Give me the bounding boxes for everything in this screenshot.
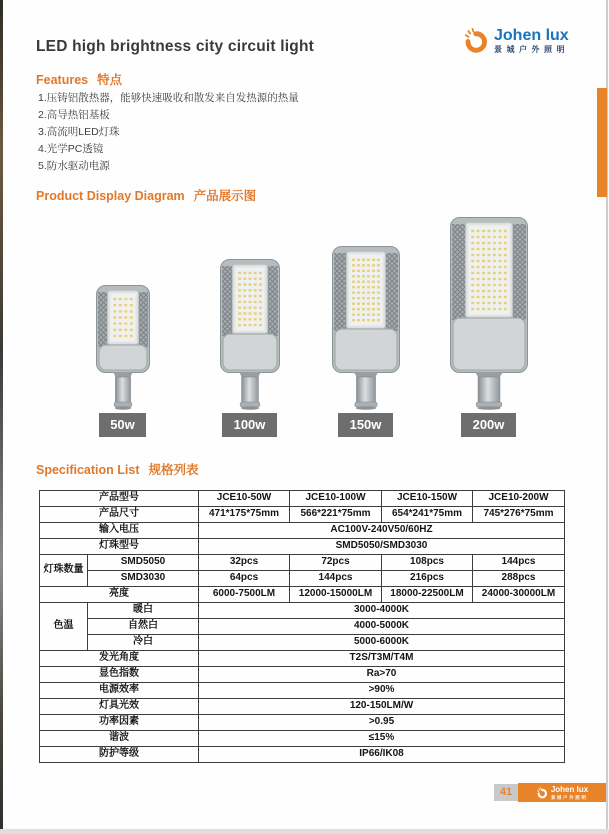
spec-row: [40, 619, 565, 635]
spec-row-label: 发光角度: [40, 651, 199, 667]
spec-value: 108pcs: [382, 555, 473, 571]
specification-heading-cn: 规格列表: [148, 463, 199, 477]
specification-table-wrap: [39, 490, 565, 763]
spec-value: 654*241*75mm: [382, 507, 473, 523]
specification-heading: [36, 460, 199, 478]
features-heading-en: Features: [36, 73, 89, 87]
spec-row: [40, 651, 565, 667]
spec-row: [40, 635, 565, 651]
feature-item: 1.压铸铝散热器，能够快速吸收和散发来自发热源的热量: [38, 92, 299, 104]
brand-name-cn: 景城户外照明: [494, 45, 569, 54]
product-wattage-label-100w: 100w: [222, 413, 277, 437]
footer-brand-logo: [518, 783, 606, 802]
spec-value: 216pcs: [382, 571, 473, 587]
features-list: [38, 90, 299, 175]
spec-merged-value: 120-150LM/W: [199, 699, 565, 715]
spec-merged-value: 3000-4000K: [199, 603, 565, 619]
spec-value: 144pcs: [473, 555, 565, 571]
spec-row-label: SMD3030: [88, 571, 199, 587]
page-left-edge: [0, 0, 3, 834]
spec-row: [40, 715, 565, 731]
spec-row-label: 产品尺寸: [40, 507, 199, 523]
spec-merged-value: >90%: [199, 683, 565, 699]
sun-rays-swoosh-icon: [536, 787, 548, 799]
features-heading: [36, 70, 122, 88]
spec-merged-value: 5000-6000K: [199, 635, 565, 651]
spec-row-label: 防护等级: [40, 747, 199, 763]
spec-group-label: 灯珠数量: [40, 555, 88, 587]
spec-merged-value: AC100V-240V50/60HZ: [199, 523, 565, 539]
spec-value: 72pcs: [290, 555, 382, 571]
feature-item: 3.高流明LED灯珠: [38, 126, 120, 138]
spec-merged-value: T2S/T3M/T4M: [199, 651, 565, 667]
product-image-150w: [332, 246, 400, 413]
brand-name: Johen lux: [494, 27, 569, 44]
spec-value: 6000-7500LM: [199, 587, 290, 603]
brand-logo: [462, 27, 569, 54]
spec-row: [40, 571, 565, 587]
spec-row: [40, 683, 565, 699]
page-title: LED high brightness city circuit light: [36, 38, 315, 55]
spec-value: JCE10-100W: [290, 491, 382, 507]
spec-group-label: 色温: [40, 603, 88, 651]
product-display-heading-en: Product Display Diagram: [36, 189, 185, 203]
spec-row-label: 冷白: [88, 635, 199, 651]
product-wattage-label-50w: 50w: [99, 413, 146, 437]
spec-row-label: 灯珠型号: [40, 539, 199, 555]
product-wattage-label-150w: 150w: [338, 413, 393, 437]
specification-heading-en: Specification List: [36, 463, 140, 477]
spec-value: 64pcs: [199, 571, 290, 587]
footer-brand-texts: [551, 786, 588, 800]
spec-row: [40, 507, 565, 523]
spec-row-label: 谐波: [40, 731, 199, 747]
feature-item: 2.高导热铝基板: [38, 109, 110, 121]
product-display-heading: [36, 186, 256, 204]
product-image-100w: [220, 259, 280, 413]
spec-row-label: 产品型号: [40, 491, 199, 507]
spec-row: [40, 587, 565, 603]
spec-value: 12000-15000LM: [290, 587, 382, 603]
product-wattage-label-200w: 200w: [461, 413, 516, 437]
spec-row-label: 显色指数: [40, 667, 199, 683]
spec-row-label: 输入电压: [40, 523, 199, 539]
spec-row-label: 暖白: [88, 603, 199, 619]
spec-value: 144pcs: [290, 571, 382, 587]
spec-merged-value: SMD5050/SMD3030: [199, 539, 565, 555]
spec-value: JCE10-200W: [473, 491, 565, 507]
feature-item: 4.光学PC透镜: [38, 143, 104, 155]
product-image-200w: [450, 217, 528, 413]
spec-value: JCE10-50W: [199, 491, 290, 507]
spec-row: [40, 491, 565, 507]
footer-brand-name: Johen lux: [550, 784, 589, 794]
page-number: 41: [494, 784, 518, 801]
spec-row-label: 功率因素: [40, 715, 199, 731]
spec-row: [40, 555, 565, 571]
spec-value: 288pcs: [473, 571, 565, 587]
spec-row-label: SMD5050: [88, 555, 199, 571]
sun-rays-swoosh-icon: [462, 27, 489, 54]
spec-merged-value: 4000-5000K: [199, 619, 565, 635]
spec-row: [40, 523, 565, 539]
spec-row-label: 电源效率: [40, 683, 199, 699]
product-display-heading-cn: 产品展示图: [193, 189, 257, 203]
page-bottom-edge: [0, 829, 609, 834]
spec-value: 18000-22500LM: [382, 587, 473, 603]
spec-merged-value: Ra>70: [199, 667, 565, 683]
footer-brand-name-cn: 景城户外照明: [550, 794, 588, 800]
spec-row-label: 亮度: [40, 587, 199, 603]
spec-row: [40, 699, 565, 715]
spec-value: 24000-30000LM: [473, 587, 565, 603]
product-image-50w: [96, 285, 150, 413]
spec-row-label: 自然白: [88, 619, 199, 635]
spec-row-label: 灯具光效: [40, 699, 199, 715]
feature-item: 5.防水驱动电源: [38, 160, 110, 172]
spec-row: [40, 747, 565, 763]
spec-row: [40, 539, 565, 555]
spec-value: JCE10-150W: [382, 491, 473, 507]
brand-logo-texts: [494, 27, 569, 54]
specification-table: [39, 490, 565, 763]
spec-row: [40, 667, 565, 683]
spec-value: 566*221*75mm: [290, 507, 382, 523]
spec-row: [40, 731, 565, 747]
spec-value: 471*175*75mm: [199, 507, 290, 523]
spec-value: 32pcs: [199, 555, 290, 571]
spec-merged-value: >0.95: [199, 715, 565, 731]
spec-row: [40, 603, 565, 619]
spec-value: 745*276*75mm: [473, 507, 565, 523]
spec-merged-value: IP66/IK08: [199, 747, 565, 763]
features-heading-cn: 特点: [97, 73, 123, 87]
spec-merged-value: ≤15%: [199, 731, 565, 747]
orange-side-tab: [597, 88, 607, 197]
